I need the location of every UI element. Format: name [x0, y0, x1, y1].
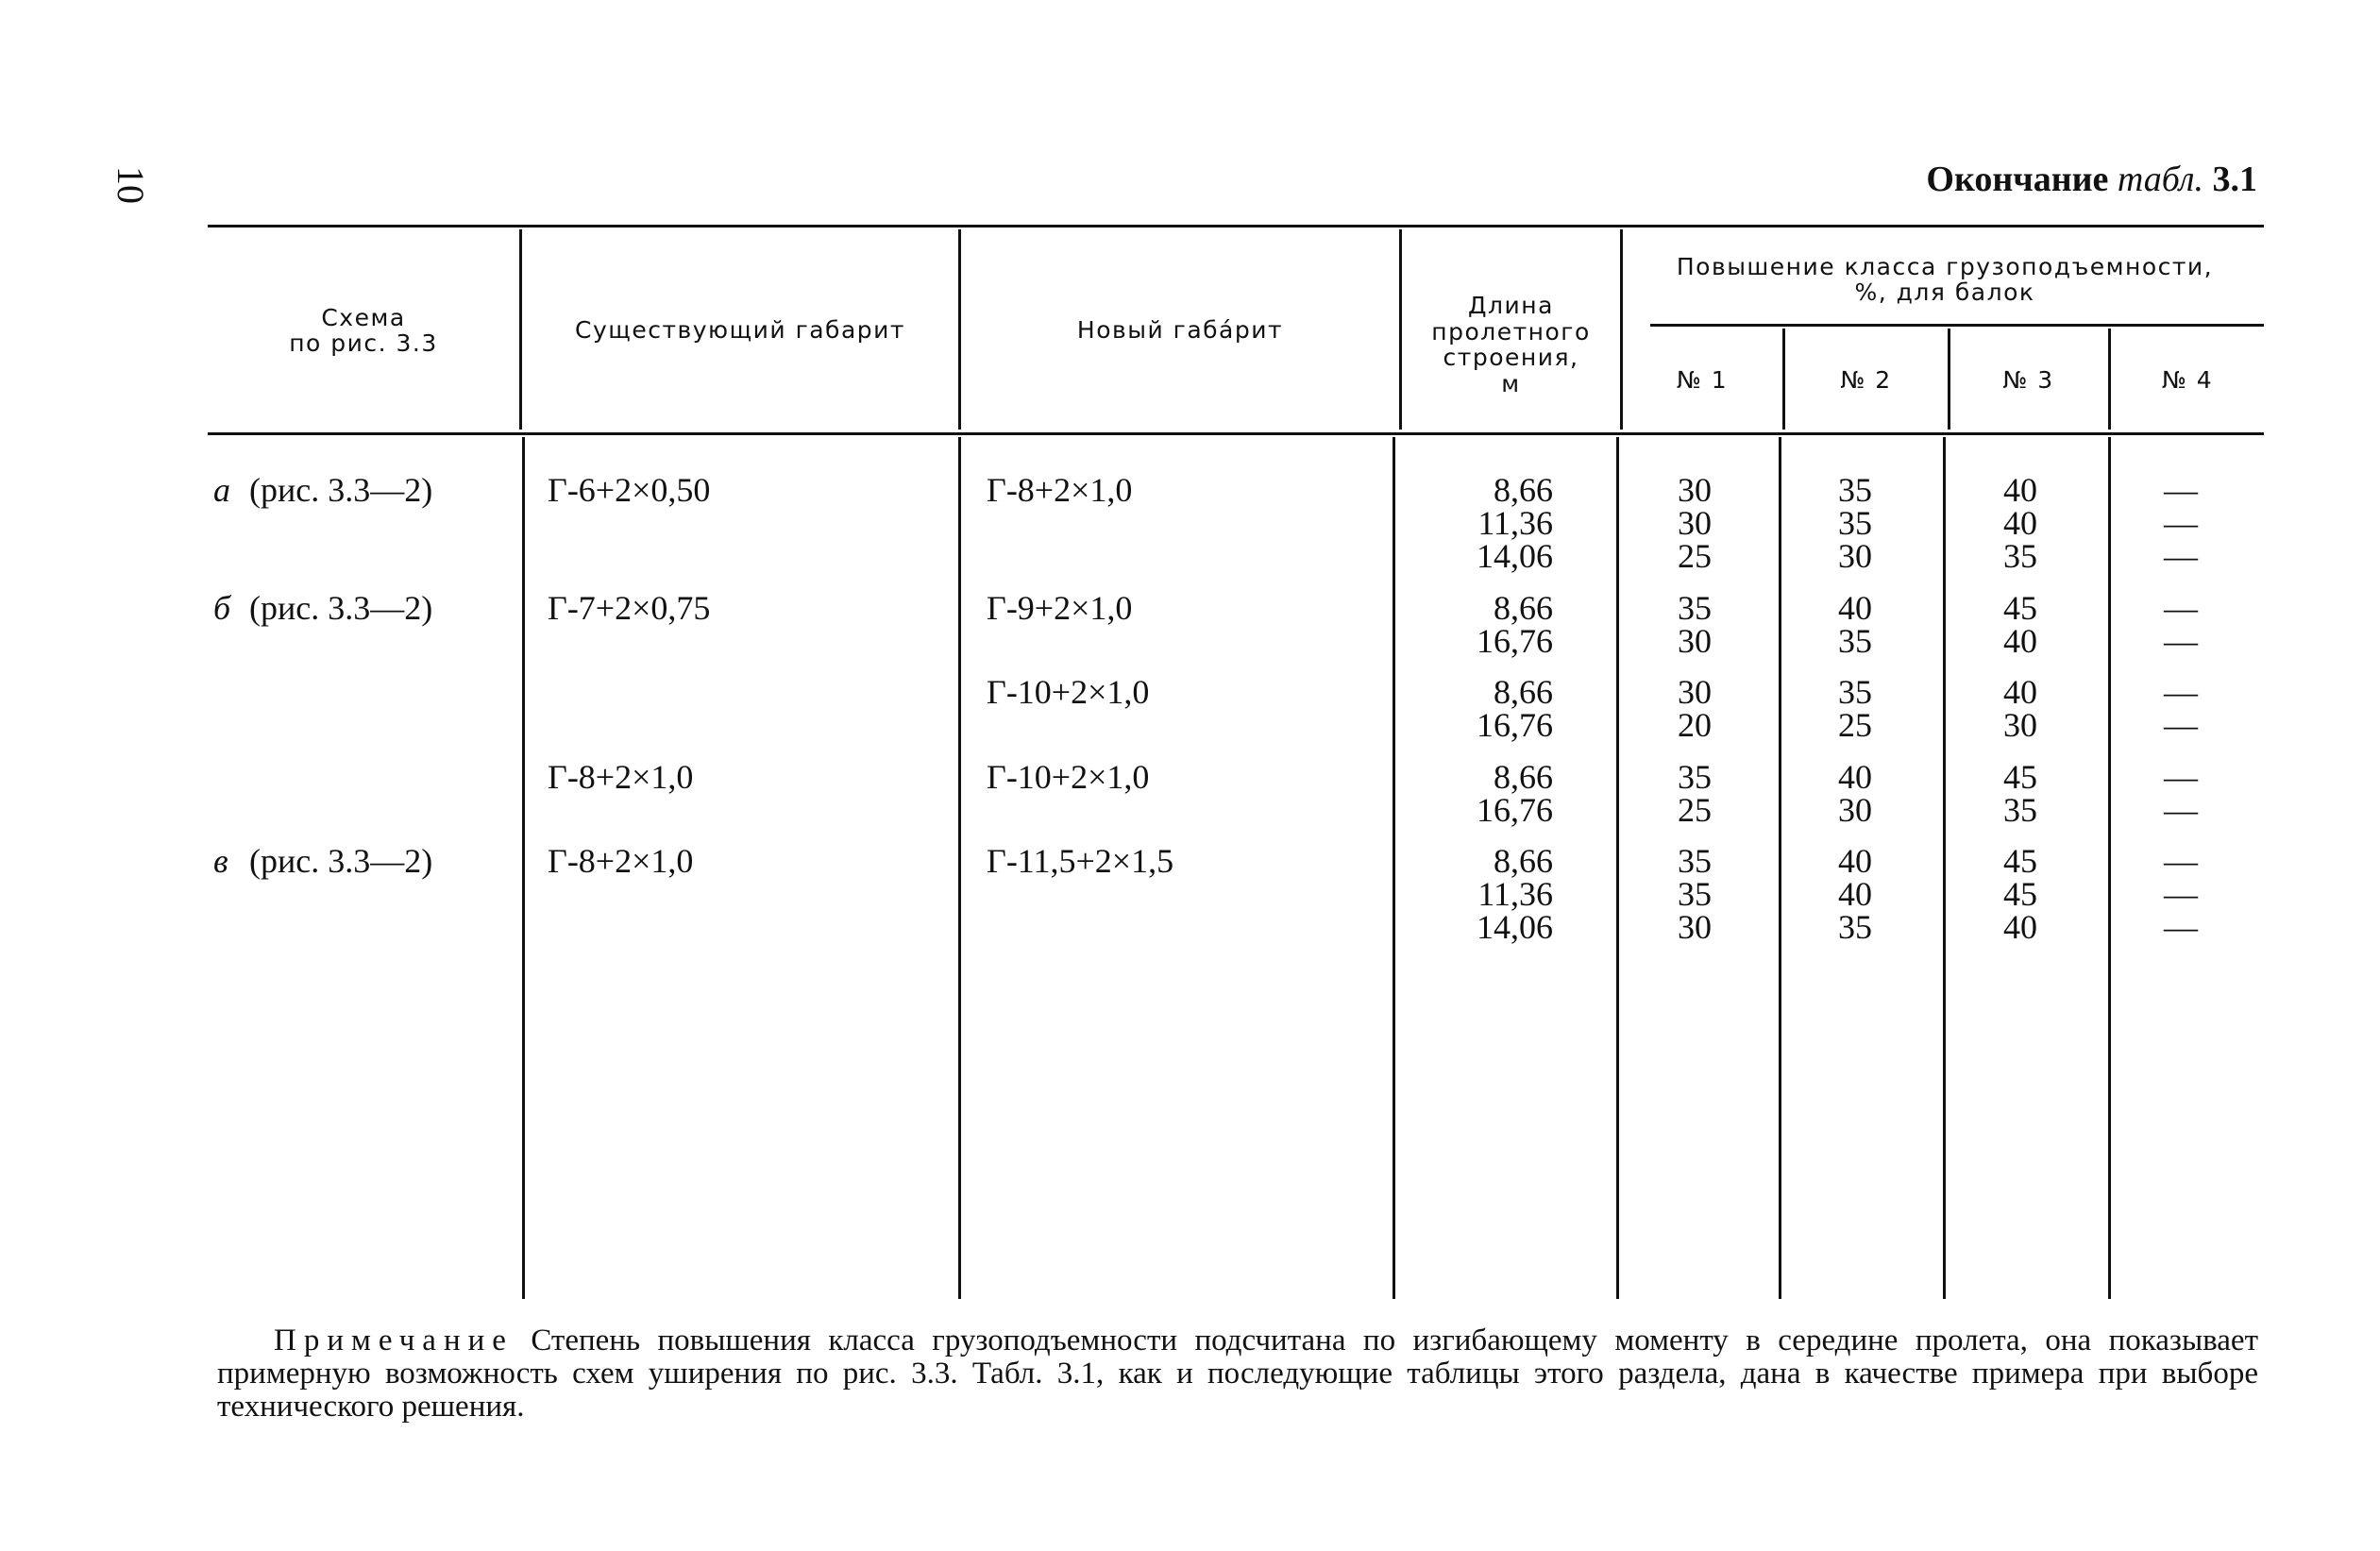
beam-2-values: 35 35 30: [1838, 471, 1872, 575]
header-scheme: Схема по рис. 3.3: [289, 303, 438, 357]
header-capacity-increase: Повышение класса грузоподъемности, %, для балок: [1676, 252, 2214, 306]
beam-1-values: 35 25: [1678, 758, 1712, 829]
header-span-length: Длина пролетного строения, м: [1431, 292, 1591, 397]
existing-size: Г-8+2×1,0: [548, 758, 694, 796]
scheme-letter: в: [213, 842, 228, 880]
header-beam-1: № 1: [1676, 365, 1729, 394]
span-lengths: 8,66 16,76: [1477, 673, 1553, 744]
caption-number: 3.1: [2212, 160, 2257, 199]
beam-3-values: 40 40 35: [2003, 471, 2037, 575]
beam-2-values: 35 25: [1838, 673, 1872, 744]
new-size: Г-11,5+2×1,5: [987, 842, 1174, 880]
column-divider: [1393, 437, 1395, 1299]
new-size: Г-8+2×1,0: [987, 471, 1133, 509]
column-divider: [1943, 437, 1946, 1299]
span-lengths: 8,66 11,36 14,06: [1477, 471, 1553, 575]
existing-size: Г-6+2×0,50: [548, 471, 711, 509]
header-existing-size: Существующий габарит: [575, 316, 905, 345]
beam-1-values: 30 30 25: [1678, 471, 1712, 575]
column-divider: [958, 229, 961, 430]
beam-3-values: 40 30: [2003, 673, 2037, 744]
note-label: Примечание: [274, 1323, 514, 1357]
column-divider: [1779, 437, 1781, 1299]
beam-4-values: — —: [2164, 673, 2198, 744]
column-divider: [1620, 229, 1623, 430]
column-divider: [1782, 329, 1785, 430]
header-bottom-rule: [208, 432, 2264, 435]
header-beam-2: № 2: [1840, 365, 1892, 394]
beam-2-values: 40 40 35: [1838, 842, 1872, 946]
column-divider: [519, 229, 522, 430]
beam-4-values: — —: [2164, 758, 2198, 829]
column-divider: [1399, 229, 1402, 430]
caption-label: табл.: [2117, 160, 2203, 199]
scheme-ref: (рис. 3.3—2): [249, 471, 433, 509]
beam-1-values: 30 20: [1678, 673, 1712, 744]
table-note: [217, 1324, 2258, 1424]
span-lengths: 8,66 16,76: [1477, 758, 1553, 829]
beam-4-values: — — —: [2164, 471, 2198, 575]
existing-size: Г-8+2×1,0: [548, 842, 694, 880]
beam-2-values: 40 30: [1838, 758, 1872, 829]
span-lengths: 8,66 11,36 14,06: [1477, 842, 1553, 946]
column-divider: [1616, 437, 1619, 1299]
span-lengths: 8,66 16,76: [1477, 589, 1553, 660]
header-new-size: Новый габа́рит: [1076, 316, 1284, 345]
table-caption: [1926, 159, 2257, 200]
column-divider: [2108, 437, 2111, 1299]
new-size: Г-10+2×1,0: [987, 673, 1150, 711]
beam-2-values: 40 35: [1838, 589, 1872, 660]
column-divider: [958, 437, 961, 1299]
header-beam-4: № 4: [2161, 365, 2214, 394]
scheme-letter: б: [213, 589, 231, 627]
existing-size: Г-7+2×0,75: [548, 589, 711, 627]
column-divider: [2108, 329, 2111, 430]
new-size: Г-9+2×1,0: [987, 589, 1133, 627]
page-number: 10: [110, 166, 152, 204]
beam-1-values: 35 30: [1678, 589, 1712, 660]
beams-group-rule: [1650, 324, 2264, 327]
scheme-letter: а: [213, 471, 230, 509]
scheme-ref: (рис. 3.3—2): [249, 842, 433, 880]
beam-3-values: 45 40: [2003, 589, 2037, 660]
header-beam-3: № 3: [2002, 365, 2054, 394]
beam-4-values: — —: [2164, 589, 2198, 660]
new-size: Г-10+2×1,0: [987, 758, 1150, 796]
note-text: Степень повышения класса грузоподъемности подсчитана по изгибающему моменту в середине пролета, она показывает примерную возможность схем уширения по рис. 3.3. Табл. 3.1, как и последующие таблицы этого раздела, дана в качестве примера при выборе технического решения.: [217, 1323, 2258, 1424]
table-top-rule: [208, 225, 2264, 228]
column-divider: [522, 437, 525, 1299]
scheme-ref: (рис. 3.3—2): [249, 589, 433, 627]
caption-prefix: Окончание: [1926, 160, 2109, 199]
beam-4-values: — — —: [2164, 842, 2198, 946]
beam-1-values: 35 35 30: [1678, 842, 1712, 946]
beam-3-values: 45 35: [2003, 758, 2037, 829]
beam-3-values: 45 45 40: [2003, 842, 2037, 946]
